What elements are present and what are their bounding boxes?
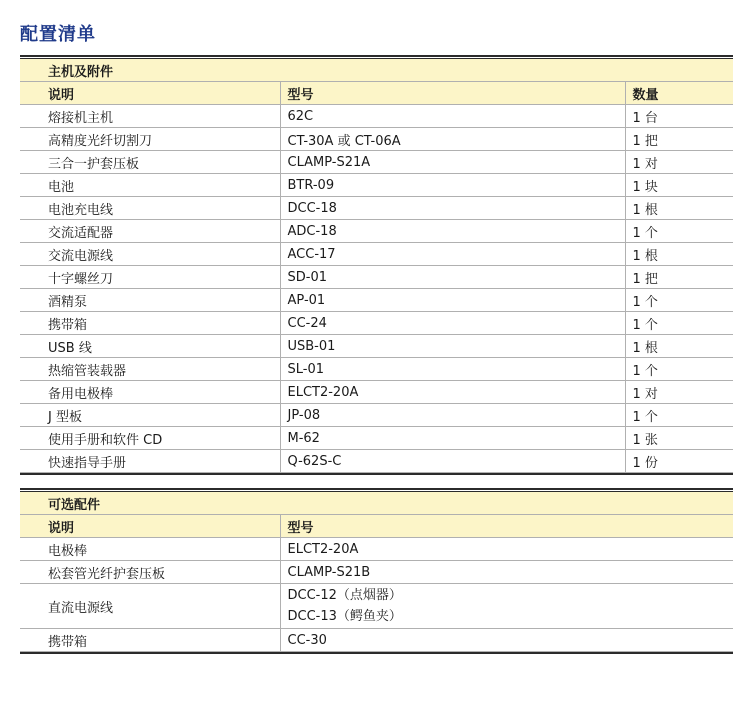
table-row <box>20 266 733 289</box>
table-row <box>20 450 733 473</box>
row-qty: 1 个 <box>625 404 733 427</box>
row-qty: 1 根 <box>625 335 733 358</box>
row-model: ELCT2-20A <box>280 538 733 561</box>
table-row <box>20 174 733 197</box>
row-model-line: DCC-13（鳄鱼夹） <box>287 609 402 624</box>
row-desc: 备用电极棒 <box>20 381 280 404</box>
table-row <box>20 381 733 404</box>
row-model-line: DCC-12（点烟器） <box>287 588 402 603</box>
table-header-row <box>20 82 733 105</box>
table-row <box>20 538 733 561</box>
header-desc: 说明 <box>20 82 280 105</box>
row-model: SL-01 <box>280 358 625 381</box>
table-row <box>20 427 733 450</box>
table-row <box>20 243 733 266</box>
row-qty: 1 个 <box>625 220 733 243</box>
row-desc: 热缩管装载器 <box>20 358 280 381</box>
row-qty: 1 对 <box>625 151 733 174</box>
header-desc: 说明 <box>20 515 280 538</box>
table-row <box>20 220 733 243</box>
row-desc: 电池充电线 <box>20 197 280 220</box>
row-model: Q-62S-C <box>280 450 625 473</box>
row-model: CLAMP-S21B <box>280 561 733 584</box>
row-qty: 1 个 <box>625 358 733 381</box>
table-row <box>20 128 733 151</box>
optional-accessories-section <box>20 488 733 654</box>
row-model: DCC-18 <box>280 197 625 220</box>
row-model: CT-30A 或 CT-06A <box>280 128 625 151</box>
row-qty: 1 个 <box>625 289 733 312</box>
row-qty: 1 把 <box>625 128 733 151</box>
row-desc: 熔接机主机 <box>20 105 280 128</box>
optional-accessories-table <box>20 492 733 652</box>
row-qty: 1 对 <box>625 381 733 404</box>
row-desc: 三合一护套压板 <box>20 151 280 174</box>
row-model: USB-01 <box>280 335 625 358</box>
row-model: CLAMP-S21A <box>280 151 625 174</box>
table-row <box>20 151 733 174</box>
row-desc: 松套管光纤护套压板 <box>20 561 280 584</box>
table-row <box>20 561 733 584</box>
row-model: M-62 <box>280 427 625 450</box>
table-row <box>20 335 733 358</box>
page-title: 配置清单 <box>20 24 96 45</box>
table-row <box>20 584 733 629</box>
row-desc: 高精度光纤切割刀 <box>20 128 280 151</box>
row-qty: 1 台 <box>625 105 733 128</box>
row-qty: 1 把 <box>625 266 733 289</box>
row-desc: 电池 <box>20 174 280 197</box>
header-model: 型号 <box>280 515 733 538</box>
table-row <box>20 289 733 312</box>
row-desc: 携带箱 <box>20 312 280 335</box>
row-desc: 交流电源线 <box>20 243 280 266</box>
header-qty: 数量 <box>625 82 733 105</box>
row-desc: 携带箱 <box>20 629 280 652</box>
row-desc: USB 线 <box>20 335 280 358</box>
row-qty: 1 个 <box>625 312 733 335</box>
row-desc: 电极棒 <box>20 538 280 561</box>
section-title: 主机及附件 <box>20 59 733 82</box>
row-qty: 1 根 <box>625 243 733 266</box>
row-qty: 1 块 <box>625 174 733 197</box>
table-row <box>20 197 733 220</box>
row-model-multi <box>280 584 733 629</box>
section-title-row <box>20 492 733 515</box>
row-desc: 快速指导手册 <box>20 450 280 473</box>
row-model: JP-08 <box>280 404 625 427</box>
table-row <box>20 312 733 335</box>
row-desc: 十字螺丝刀 <box>20 266 280 289</box>
row-qty: 1 份 <box>625 450 733 473</box>
row-qty: 1 根 <box>625 197 733 220</box>
row-model: BTR-09 <box>280 174 625 197</box>
section-title: 可选配件 <box>20 492 733 515</box>
section-bottom-rule <box>20 473 733 475</box>
row-qty: 1 张 <box>625 427 733 450</box>
section-bottom-rule <box>20 652 733 654</box>
row-model: ELCT2-20A <box>280 381 625 404</box>
table-row <box>20 404 733 427</box>
header-model: 型号 <box>280 82 625 105</box>
row-model: 62C <box>280 105 625 128</box>
row-desc: 酒精泵 <box>20 289 280 312</box>
row-desc: 直流电源线 <box>20 584 280 629</box>
table-row <box>20 629 733 652</box>
row-desc: 使用手册和软件 CD <box>20 427 280 450</box>
row-model: CC-30 <box>280 629 733 652</box>
row-model: CC-24 <box>280 312 625 335</box>
row-model: SD-01 <box>280 266 625 289</box>
table-header-row <box>20 515 733 538</box>
table-row <box>20 105 733 128</box>
row-desc: J 型板 <box>20 404 280 427</box>
section-title-row <box>20 59 733 82</box>
main-accessories-table <box>20 59 733 473</box>
table-row <box>20 358 733 381</box>
row-desc: 交流适配器 <box>20 220 280 243</box>
row-model: ACC-17 <box>280 243 625 266</box>
row-model: AP-01 <box>280 289 625 312</box>
row-model: ADC-18 <box>280 220 625 243</box>
main-accessories-section <box>20 55 733 475</box>
